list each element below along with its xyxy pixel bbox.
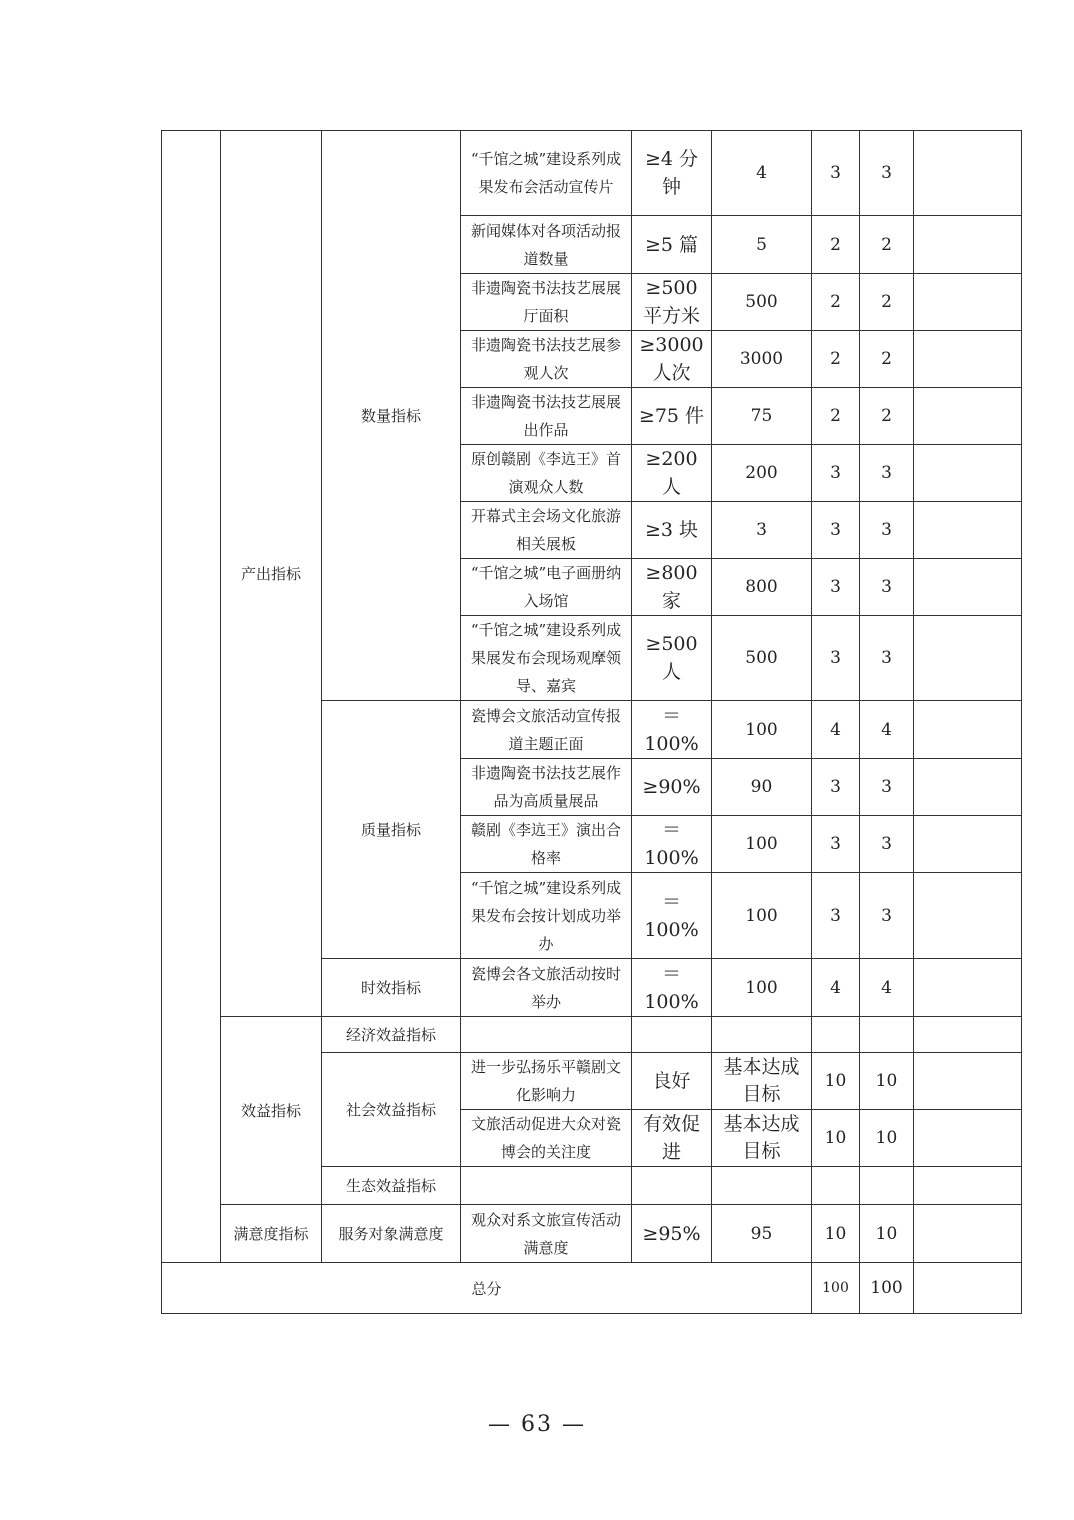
indicator-description — [461, 1167, 632, 1205]
indicator-weight: 3 — [812, 759, 860, 816]
indicator-target: 有效促进 — [632, 1110, 712, 1167]
indicator-actual: 100 — [712, 959, 812, 1017]
indicator-remark — [914, 873, 1022, 959]
indicator-score: 3 — [860, 559, 914, 616]
indicator-target: ＝100% — [632, 873, 712, 959]
indicator-actual: 100 — [712, 873, 812, 959]
indicator-actual: 200 — [712, 445, 812, 502]
indicator-weight — [812, 1017, 860, 1053]
indicator-actual — [712, 1167, 812, 1205]
performance-indicator-table — [161, 130, 1022, 1314]
indicator-remark — [914, 502, 1022, 559]
ecological-indicator-label: 生态效益指标 — [322, 1167, 461, 1205]
table-row — [162, 131, 1022, 216]
indicator-weight: 3 — [812, 502, 860, 559]
indicator-weight: 3 — [812, 559, 860, 616]
indicator-score: 10 — [860, 1053, 914, 1110]
benefit-indicator-label: 效益指标 — [221, 1017, 322, 1205]
indicator-description: 瓷博会各文旅活动按时举办 — [461, 959, 632, 1017]
satisfaction-indicator-label: 满意度指标 — [221, 1205, 322, 1263]
indicator-score: 3 — [860, 445, 914, 502]
indicator-weight: 3 — [812, 616, 860, 701]
indicator-actual: 3 — [712, 502, 812, 559]
indicator-target: 良好 — [632, 1053, 712, 1110]
indicator-weight: 2 — [812, 388, 860, 445]
indicator-actual: 500 — [712, 274, 812, 331]
indicator-actual: 100 — [712, 701, 812, 759]
indicator-score: 2 — [860, 216, 914, 274]
service-satisfaction-label: 服务对象满意度 — [322, 1205, 461, 1263]
indicator-remark — [914, 331, 1022, 388]
output-indicator-label: 产出指标 — [221, 131, 322, 1017]
indicator-description: 原创赣剧《李迒王》首演观众人数 — [461, 445, 632, 502]
indicator-target: ＝100% — [632, 701, 712, 759]
indicator-weight: 4 — [812, 959, 860, 1017]
indicator-description: “千馆之城”建设系列成果展发布会现场观摩领导、嘉宾 — [461, 616, 632, 701]
indicator-actual: 90 — [712, 759, 812, 816]
social-indicator-label: 社会效益指标 — [322, 1053, 461, 1167]
indicator-score: 4 — [860, 701, 914, 759]
total-weight: 100 — [812, 1263, 860, 1314]
indicator-actual: 4 — [712, 131, 812, 216]
indicator-remark — [914, 445, 1022, 502]
indicator-target: ≥200 人 — [632, 445, 712, 502]
indicator-remark — [914, 759, 1022, 816]
indicator-actual: 3000 — [712, 331, 812, 388]
indicator-weight: 10 — [812, 1053, 860, 1110]
indicator-remark — [914, 1205, 1022, 1263]
indicator-remark — [914, 131, 1022, 216]
indicator-target: ≥90% — [632, 759, 712, 816]
indicator-actual: 95 — [712, 1205, 812, 1263]
indicator-remark — [914, 388, 1022, 445]
indicator-target: ≥75 件 — [632, 388, 712, 445]
indicator-actual: 5 — [712, 216, 812, 274]
indicator-remark — [914, 559, 1022, 616]
indicator-weight: 3 — [812, 873, 860, 959]
table-row — [162, 1205, 1022, 1263]
indicator-description: 新闻媒体对各项活动报道数量 — [461, 216, 632, 274]
indicator-score: 10 — [860, 1110, 914, 1167]
indicator-target: ≥5 篇 — [632, 216, 712, 274]
indicator-score: 3 — [860, 873, 914, 959]
indicator-description — [461, 1017, 632, 1053]
quantity-indicator-label: 数量指标 — [322, 131, 461, 701]
indicator-target — [632, 1017, 712, 1053]
indicator-actual: 75 — [712, 388, 812, 445]
indicator-actual: 100 — [712, 816, 812, 873]
indicator-target: ≥500 人 — [632, 616, 712, 701]
indicator-description: “千馆之城”建设系列成果发布会按计划成功举办 — [461, 873, 632, 959]
indicator-description: 观众对系文旅宣传活动满意度 — [461, 1205, 632, 1263]
indicator-target: ≥4 分钟 — [632, 131, 712, 216]
indicator-score: 3 — [860, 616, 914, 701]
indicator-remark — [914, 1110, 1022, 1167]
indicator-weight: 3 — [812, 816, 860, 873]
indicator-target: ≥3 块 — [632, 502, 712, 559]
level1-indicator-cell — [162, 131, 221, 1263]
indicator-score: 2 — [860, 331, 914, 388]
indicator-weight: 10 — [812, 1110, 860, 1167]
indicator-remark — [914, 616, 1022, 701]
indicator-score: 3 — [860, 131, 914, 216]
indicator-target: ≥500 平方米 — [632, 274, 712, 331]
indicator-description: 非遗陶瓷书法技艺展作品为高质量展品 — [461, 759, 632, 816]
indicator-weight: 3 — [812, 131, 860, 216]
indicator-description: 非遗陶瓷书法技艺展参观人次 — [461, 331, 632, 388]
total-row — [162, 1263, 1022, 1314]
indicator-target: ＝100% — [632, 816, 712, 873]
indicator-target: ＝100% — [632, 959, 712, 1017]
timeliness-indicator-label: 时效指标 — [322, 959, 461, 1017]
indicator-description: 非遗陶瓷书法技艺展展出作品 — [461, 388, 632, 445]
indicator-score: 2 — [860, 388, 914, 445]
indicator-score: 4 — [860, 959, 914, 1017]
indicator-actual: 500 — [712, 616, 812, 701]
indicator-remark — [914, 959, 1022, 1017]
table-row — [162, 1017, 1022, 1053]
indicator-description: 进一步弘扬乐平赣剧文化影响力 — [461, 1053, 632, 1110]
indicator-score: 2 — [860, 274, 914, 331]
indicator-description: 赣剧《李迒王》演出合格率 — [461, 816, 632, 873]
indicator-target: ≥3000 人次 — [632, 331, 712, 388]
indicator-actual: 800 — [712, 559, 812, 616]
economic-indicator-label: 经济效益指标 — [322, 1017, 461, 1053]
indicator-weight: 10 — [812, 1205, 860, 1263]
indicator-actual: 基本达成目标 — [712, 1053, 812, 1110]
indicator-weight — [812, 1167, 860, 1205]
indicator-weight: 2 — [812, 331, 860, 388]
indicator-score: 3 — [860, 502, 914, 559]
indicator-weight: 3 — [812, 445, 860, 502]
indicator-remark — [914, 1017, 1022, 1053]
indicator-description: 瓷博会文旅活动宣传报道主题正面 — [461, 701, 632, 759]
indicator-remark — [914, 216, 1022, 274]
indicator-description: “千馆之城”建设系列成果发布会活动宣传片 — [461, 131, 632, 216]
page-number: — 63 — — [488, 1412, 586, 1437]
indicator-score: 10 — [860, 1205, 914, 1263]
indicator-weight: 2 — [812, 274, 860, 331]
indicator-remark — [914, 816, 1022, 873]
indicator-description: “千馆之城”电子画册纳入场馆 — [461, 559, 632, 616]
quality-indicator-label: 质量指标 — [322, 701, 461, 959]
indicator-remark — [914, 1167, 1022, 1205]
indicator-weight: 2 — [812, 216, 860, 274]
indicator-description: 非遗陶瓷书法技艺展展厅面积 — [461, 274, 632, 331]
indicator-score: 3 — [860, 816, 914, 873]
indicator-description: 文旅活动促进大众对瓷博会的关注度 — [461, 1110, 632, 1167]
indicator-target: ≥95% — [632, 1205, 712, 1263]
indicator-weight: 4 — [812, 701, 860, 759]
indicator-actual: 基本达成目标 — [712, 1110, 812, 1167]
indicator-target: ≥800 家 — [632, 559, 712, 616]
indicator-remark — [914, 274, 1022, 331]
indicator-score — [860, 1167, 914, 1205]
indicator-score: 3 — [860, 759, 914, 816]
indicator-actual — [712, 1017, 812, 1053]
indicator-remark — [914, 701, 1022, 759]
total-label: 总分 — [162, 1263, 812, 1314]
total-remark — [914, 1263, 1022, 1314]
indicator-target — [632, 1167, 712, 1205]
indicator-score — [860, 1017, 914, 1053]
total-score: 100 — [860, 1263, 914, 1314]
indicator-remark — [914, 1053, 1022, 1110]
indicator-description: 开幕式主会场文化旅游相关展板 — [461, 502, 632, 559]
